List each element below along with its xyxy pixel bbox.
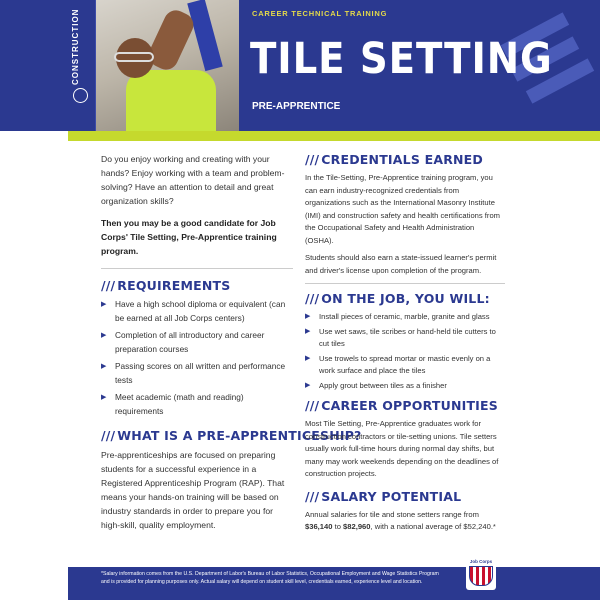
credentials-heading: /// CREDENTIALS EARNED <box>305 152 483 167</box>
construction-icon <box>73 88 88 103</box>
career-opportunities-heading: /// CAREER OPPORTUNITIES <box>305 398 498 413</box>
job-corps-logo <box>466 557 496 590</box>
pre-apprenticeship-heading: /// WHAT IS A PRE-APPRENTICESHIP? <box>101 428 362 443</box>
list-item: ▶ Use trowels to spread mortar or mastic evenly on a work surface and place the tiles <box>305 353 505 377</box>
intro-text: Do you enjoy working and creating with your hands? Enjoy working with a team and problem-solving? Have an attention to detail and great organization skills? <box>101 154 285 206</box>
list-item: ▶ Install pieces of ceramic, marble, granite and glass <box>305 311 505 323</box>
salary-low: $36,140 <box>305 522 333 531</box>
divider <box>305 283 505 284</box>
salary-footnote: *Salary information comes from the U.S. Department of Labor's Bureau of Labor Statistics, Occupational Employment and Wage Statistics Program and is provided for planning purposes only. Actual salary will depend on student skill level, credentials earned, experience level and location. <box>101 571 439 585</box>
list-item: ▶ Have a high school diploma or equivalent (can be earned at all Job Corps centers) <box>101 298 293 325</box>
job-corps-logo-text: Job Corps <box>469 559 493 564</box>
intro-callout: Then you may be a good candidate for Job Corps' Tile Setting, Pre-Apprentice training program. <box>101 218 277 256</box>
divider <box>101 268 293 269</box>
list-item: ▶ Meet academic (math and reading) requirements <box>101 391 293 418</box>
salary-text: Annual salaries for tile and stone setters range from $36,140 to $82,960, with a national average of $52,240.* <box>305 509 496 531</box>
construction-label: CONSTRUCTION <box>71 8 80 85</box>
list-item: ▶ Use wet saws, tile scribes or hand-held tile cutters to cut tiles <box>305 326 505 350</box>
tile-setter-photo <box>96 0 239 131</box>
credentials-text: In the Tile-Setting, Pre-Apprentice training program, you can earn industry-recognized credentials from organizations such as the International Masonry Institute (IMI) and construction safety and health certifications from the Occupational Safety and Health Administration (OSHA). <box>305 173 500 245</box>
list-item: ▶ Passing scores on all written and performance tests <box>101 360 293 387</box>
career-technical-label: CAREER TECHNICAL TRAINING <box>252 9 388 18</box>
list-item: ▶ Completion of all introductory and career preparation courses <box>101 329 293 356</box>
accent-bar <box>68 131 600 141</box>
page-subtitle: PRE-APPRENTICE <box>252 101 341 112</box>
career-opportunities-text: Most Tile Setting, Pre-Apprentice graduates work for construction contractors or tile-setting unions. Tile setters usually work full-time hours during normal day shifts, but many may work weekends depending on the deadlines of construction projects. <box>305 419 499 478</box>
list-item: ▶ Apply grout between tiles as a finisher <box>305 380 505 392</box>
page-title: TILE SETTING <box>250 34 553 84</box>
on-the-job-list <box>305 311 505 392</box>
on-the-job-heading: /// ON THE JOB, YOU WILL: <box>305 291 490 306</box>
credentials-license-text: Students should also earn a state-issued learner's permit and driver's license upon completion of the program. <box>305 253 497 275</box>
salary-high: $82,960 <box>343 522 371 531</box>
salary-heading: /// SALARY POTENTIAL <box>305 488 462 504</box>
requirements-list <box>101 298 293 418</box>
right-column <box>305 152 505 539</box>
requirements-heading: /// REQUIREMENTS <box>101 278 231 293</box>
pre-apprenticeship-text: Pre-apprenticeships are focused on preparing students for a successful experience in a Registered Apprenticeship Program (RAP). That means your hands-on training will be based on industry standards in order to prepare you for high-skill, quality employment. <box>101 450 285 530</box>
flag-shield-icon <box>469 566 493 586</box>
